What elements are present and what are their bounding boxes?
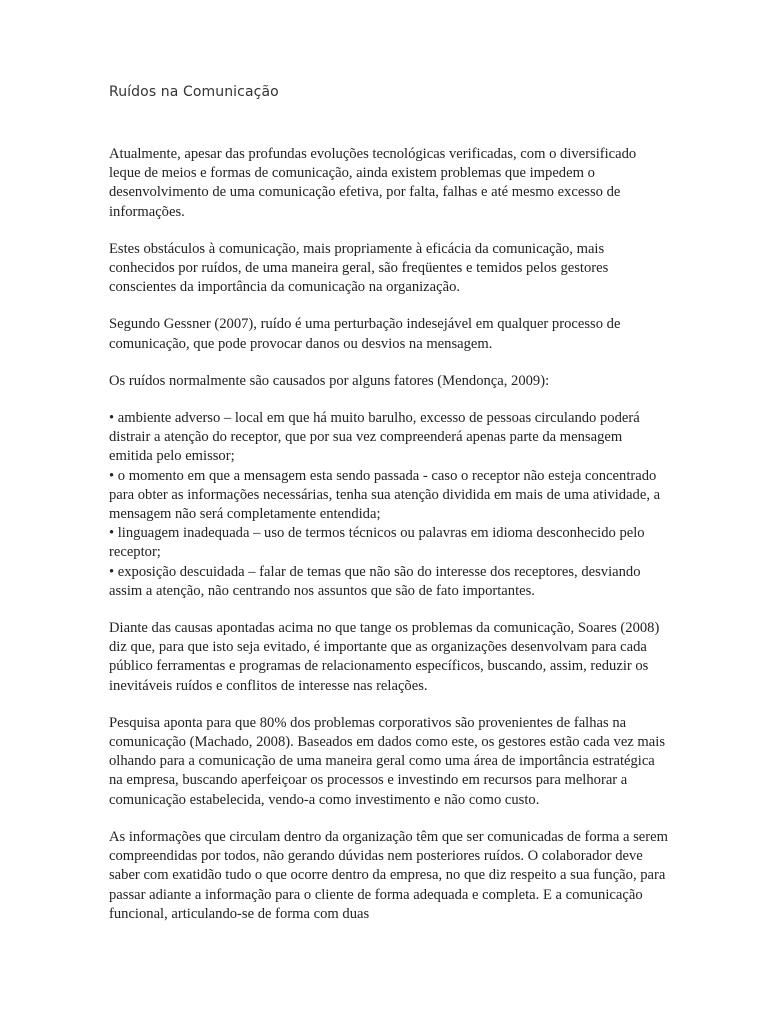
paragraph: As informações que circulam dentro da organização têm que ser comunicadas de forma a serem compreendidas por todos, não gerando dúvidas nem posteriores ruídos. O colaborador deve saber com exatidão tudo o que ocorre dentro da empresa, no que diz respeito a sua função, para passar adiante a informação para o cliente de forma adequada e completa. E a comunicação funcional, articulando-se de forma com duas <box>109 828 668 922</box>
paragraph: Pesquisa aponta para que 80% dos problemas corporativos são provenientes de falhas na comunicação (Machado, 2008). Baseados em dados como este, os gestores estão cada vez mais olhando para a comunicação de uma maneira geral como uma área de importância estratégica na empresa, buscando aperfeiçoar os processos e investindo em recursos para melhorar a comunicação estabelecida, vendo-a como investimento e não como custo. <box>109 714 665 808</box>
bullet-item: • ambiente adverso – local em que há muito barulho, excesso de pessoas circulando poderá distrair a atenção do receptor, que por sua vez compreenderá apenas parte da mensagem emitida pelo emissor; <box>109 410 640 465</box>
bullet-item: • o momento em que a mensagem esta sendo passada - caso o receptor não esteja concentrado para obter as informações necessárias, tenha sua atenção dividida em mais de uma atividade, a mensagem não será completamente entendida; <box>109 467 661 523</box>
paragraph: Os ruídos normalmente são causados por alguns fatores (Mendonça, 2009): <box>109 372 550 389</box>
paragraph: Atualmente, apesar das profundas evoluções tecnológicas verificadas, com o diversificado leque de meios e formas de comunicação, ainda existem problemas que impedem o desenvolvimento de uma comunicação efetiva, por falta, falhas e até mesmo excesso de informações. <box>109 146 637 220</box>
bullet-item: • linguagem inadequada – uso de termos técnicos ou palavras em idioma desconhecido pelo receptor; <box>109 525 645 561</box>
document-body <box>109 145 669 942</box>
bullet-item: • exposição descuidada – falar de temas que não são do interesse dos receptores, desviando assim a atenção, não centrando nos assuntos que são de fato importantes. <box>109 563 641 599</box>
paragraph: Estes obstáculos à comunicação, mais propriamente à eficácia da comunicação, mais conhecidos por ruídos, de uma maneira geral, são freqüentes e temidos pelos gestores conscientes da importância da comunicação na organização. <box>109 240 609 296</box>
paragraph: Segundo Gessner (2007), ruído é uma perturbação indesejável em qualquer processo de comunicação, que pode provocar danos ou desvios na mensagem. <box>109 316 621 352</box>
paragraph: Diante das causas apontadas acima no que tange os problemas da comunicação, Soares (2008) diz que, para que isto seja evitado, é importante que as organizações desenvolvam para cada público ferramentas e programas de relacionamento específicos, buscando, assim, reduzir os inevitáveis ruídos e conflitos de interesse nas relações. <box>109 620 660 694</box>
document-title: Ruídos na Comunicação <box>109 84 279 100</box>
